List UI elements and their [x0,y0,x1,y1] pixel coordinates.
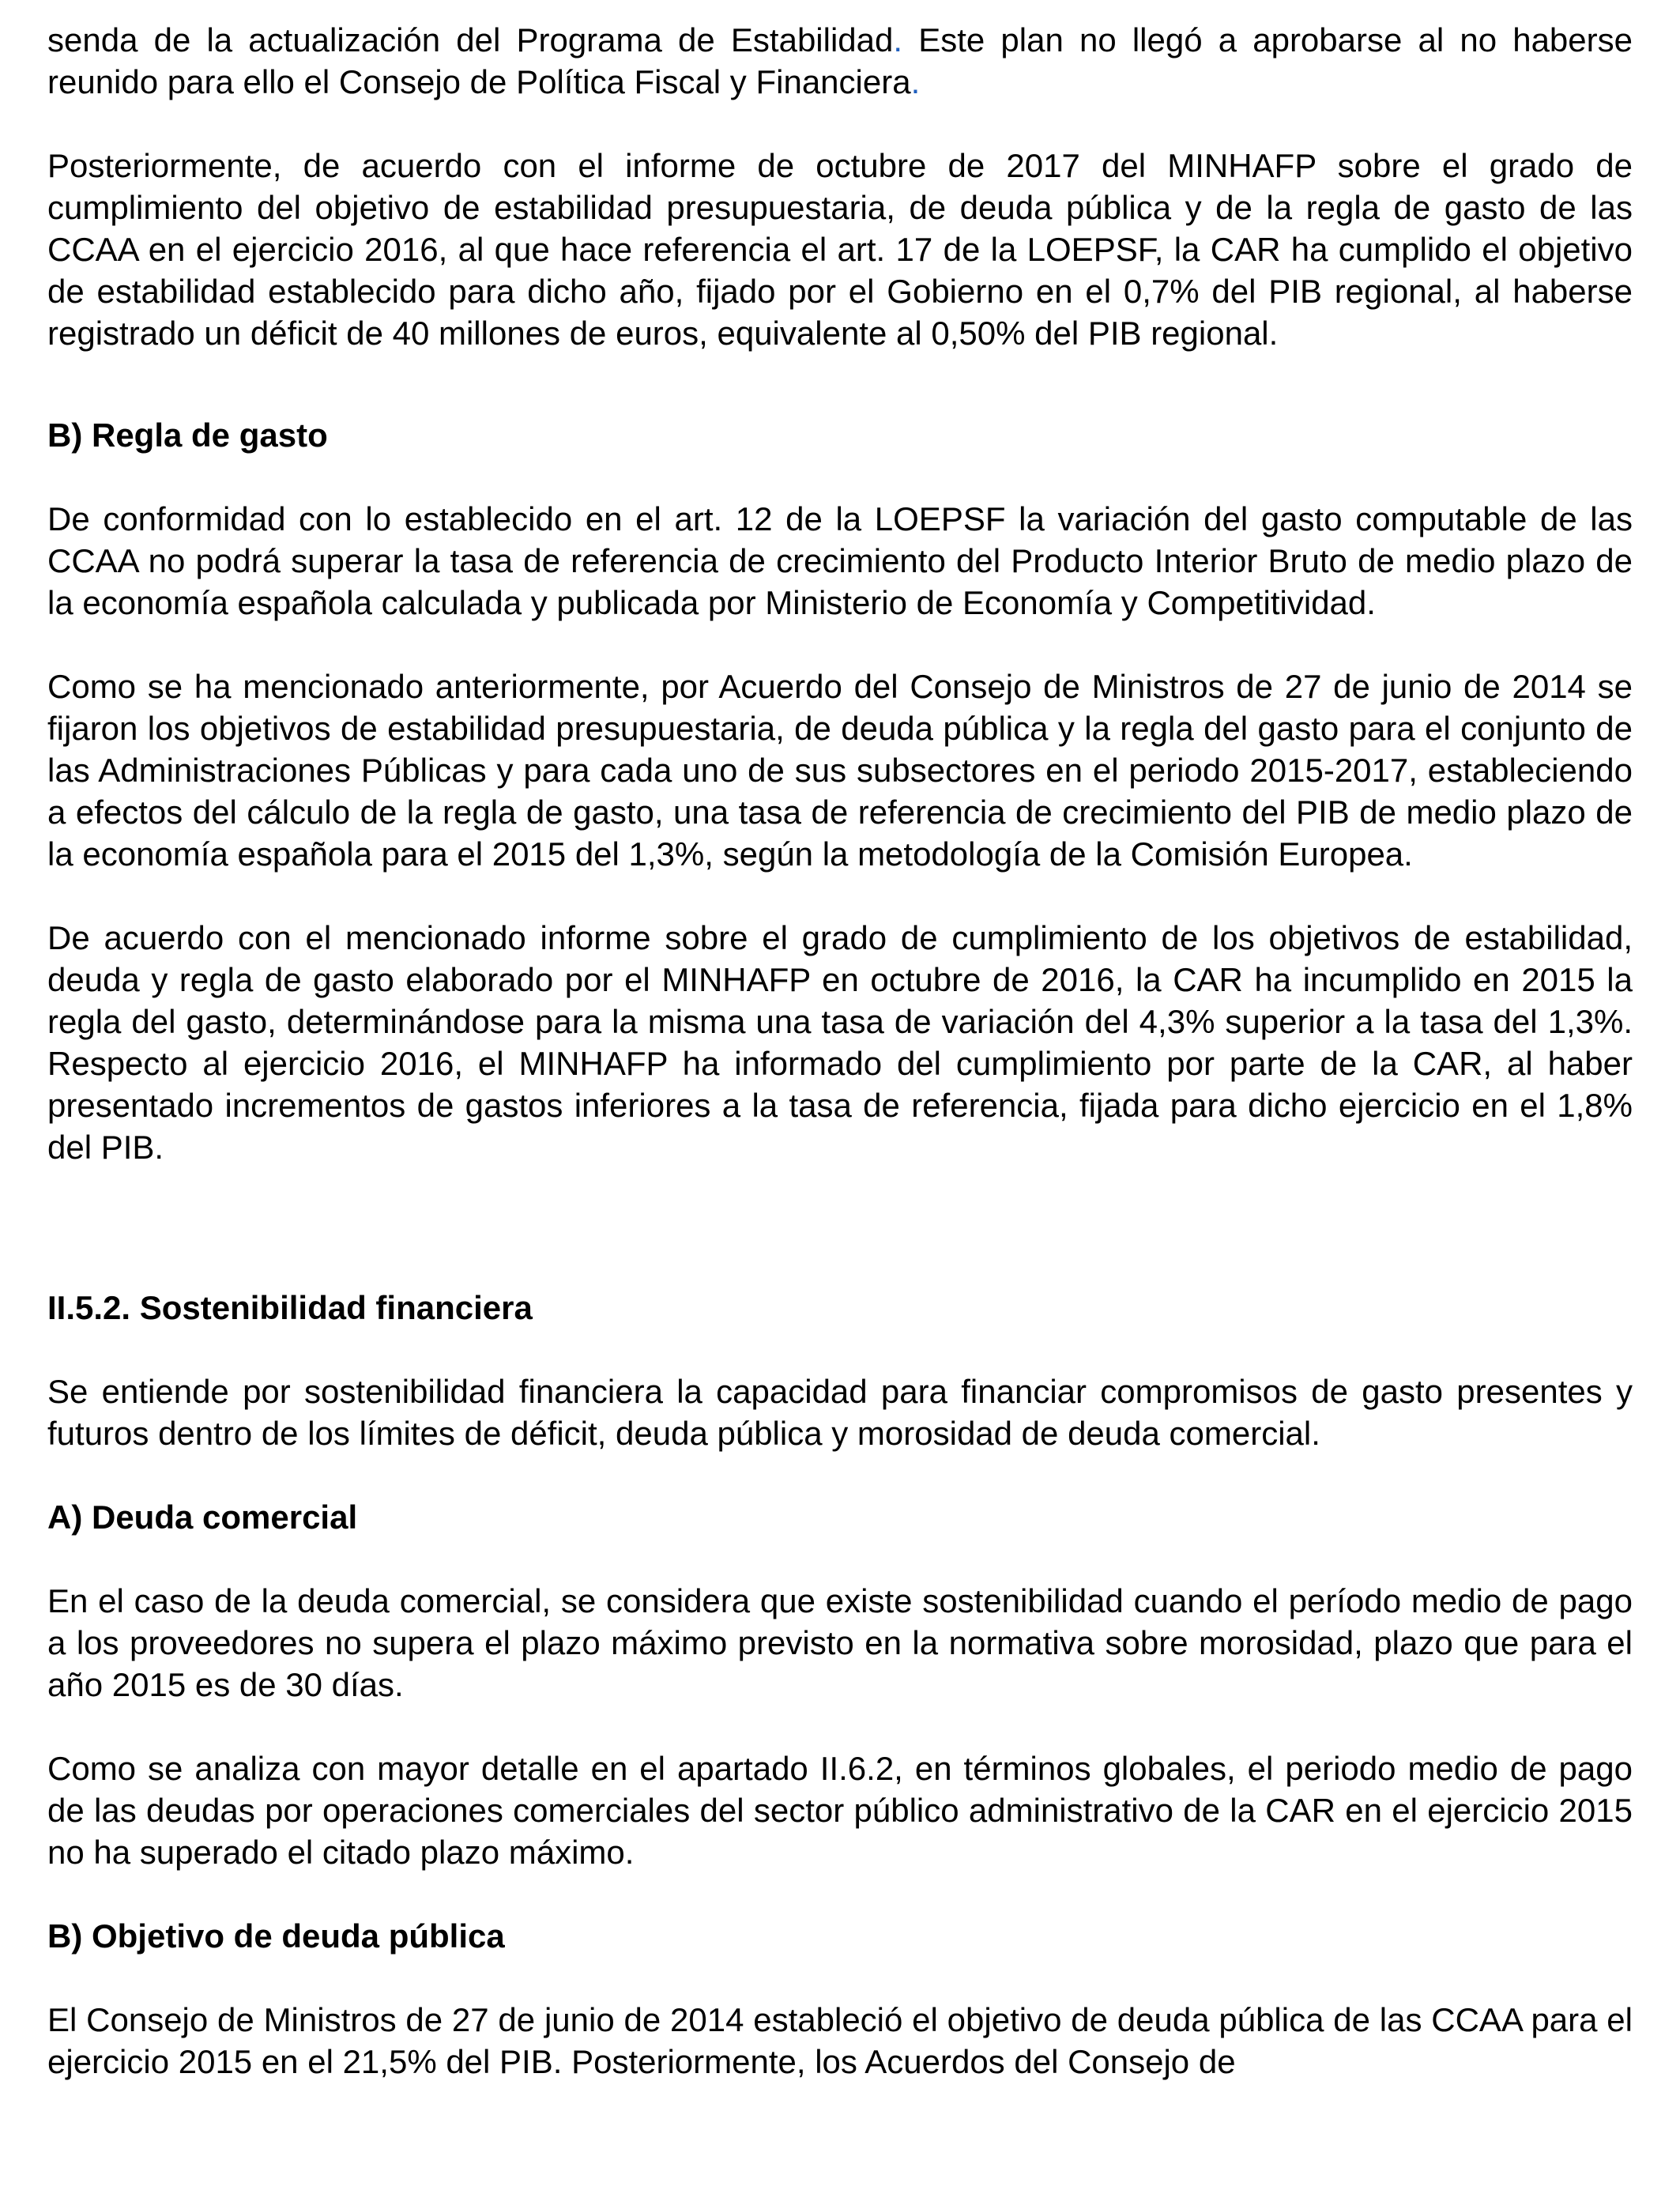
spacer [47,1706,1633,1747]
paragraph-en-el-caso: En el caso de la deuda comercial, se considera que existe sostenibilidad cuando el período medio de pago a los proveedores no supera el plazo máximo previsto en la normativa sobre morosidad, plazo que para el año 2015 es de 30 días. [47,1582,1633,1703]
spacer [47,1329,1633,1370]
paragraph-intro-dot-1: . [893,21,903,58]
spacer [47,1538,1633,1580]
spacer [47,354,1633,400]
paragraph-intro-text-a: senda de la actualización del Programa de Estabilidad [47,21,894,58]
spacer [47,1957,1633,1999]
spacer [47,1873,1633,1915]
paragraph-conformidad: De conformidad con lo establecido en el art. 12 de la LOEPSF la variación del gasto computable de las CCAA no podrá superar la tasa de referencia de crecimiento del Producto Interior Bruto de medio plazo de la economía española calculada y publicada por Ministerio de Economía y Competitividad. [47,500,1633,621]
heading-deuda-comercial: A) Deuda comercial [47,1498,358,1536]
paragraph-intro-dot-2: . [910,63,921,100]
spacer [47,624,1633,665]
spacer [47,1168,1633,1287]
paragraph-el-consejo: El Consejo de Ministros de 27 de junio de 2014 estableció el objetivo de deuda pública de las CCAA para el ejercicio 2015 en el 21,5% del PIB. Posteriormente, los Acuerdos del Consejo de [47,2001,1633,2080]
document-page [47,19,1633,2083]
spacer [47,456,1633,498]
paragraph-se-entiende: Se entiende por sostenibilidad financiera la capacidad para financiar compromisos de gasto presentes y futuros dentro de los límites de déficit, deuda pública y morosidad de deuda comercial. [47,1373,1633,1452]
paragraph-intro-text-b: Este plan no llegó a aprobarse al no haberse reunido para ello el Consejo de Política Fiscal y Financiera [47,21,1633,100]
heading-objetivo-deuda-publica: B) Objetivo de deuda pública [47,1917,505,1955]
spacer [47,103,1633,145]
heading-regla-de-gasto: B) Regla de gasto [47,417,328,454]
spacer [47,400,1633,414]
paragraph-como-mencionado: Como se ha mencionado anteriormente, por Acuerdo del Consejo de Ministros de 27 de junio de 2014 se fijaron los objetivos de estabilidad presupuestaria, de deuda pública y la regla del gasto para el conjunto de las Administraciones Públicas y para cada uno de sus subsectores en el periodo 2015-2017, estableciendo a efectos del cálculo de la regla de gasto, una tasa de referencia de crecimiento del PIB de medio plazo de la economía española para el 2015 del 1,3%, según la metodología de la Comisión Europea. [47,668,1633,873]
paragraph-como-analiza: Como se analiza con mayor detalle en el apartado II.6.2, en términos globales, el periodo medio de pago de las deudas por operaciones comerciales del sector público administrativo de la CAR en el ejercicio 2015 no ha superado el citado plazo máximo. [47,1750,1633,1871]
paragraph-intro [47,19,1633,103]
spacer [47,875,1633,917]
paragraph-posteriormente: Posteriormente, de acuerdo con el informe de octubre de 2017 del MINHAFP sobre el grado de cumplimiento del objetivo de estabilidad presupuestaria, de deuda pública y de la regla de gasto de las CCAA en el ejercicio 2016, al que hace referencia el art. 17 de la LOEPSF, la CAR ha cumplido el objetivo de estabilidad establecido para dicho año, fijado por el Gobierno en el 0,7% del PIB regional, al haberse registrado un déficit de 40 millones de euros, equivalente al 0,50% del PIB regional. [47,147,1633,352]
paragraph-de-acuerdo: De acuerdo con el mencionado informe sobre el grado de cumplimiento de los objetivos de estabilidad, deuda y regla de gasto elaborado por el MINHAFP en octubre de 2016, la CAR ha incumplido en 2015 la regla del gasto, determinándose para la misma una tasa de variación del 4,3% superior a la tasa del 1,3%. Respecto al ejercicio 2016, el MINHAFP ha informado del cumplimiento por parte de la CAR, al haber presentado incrementos de gastos inferiores a la tasa de referencia, fijada para dicho ejercicio en el 1,8% del PIB. [47,919,1633,1166]
spacer [47,1454,1633,1496]
heading-sostenibilidad-financiera: II.5.2. Sostenibilidad financiera [47,1289,533,1326]
